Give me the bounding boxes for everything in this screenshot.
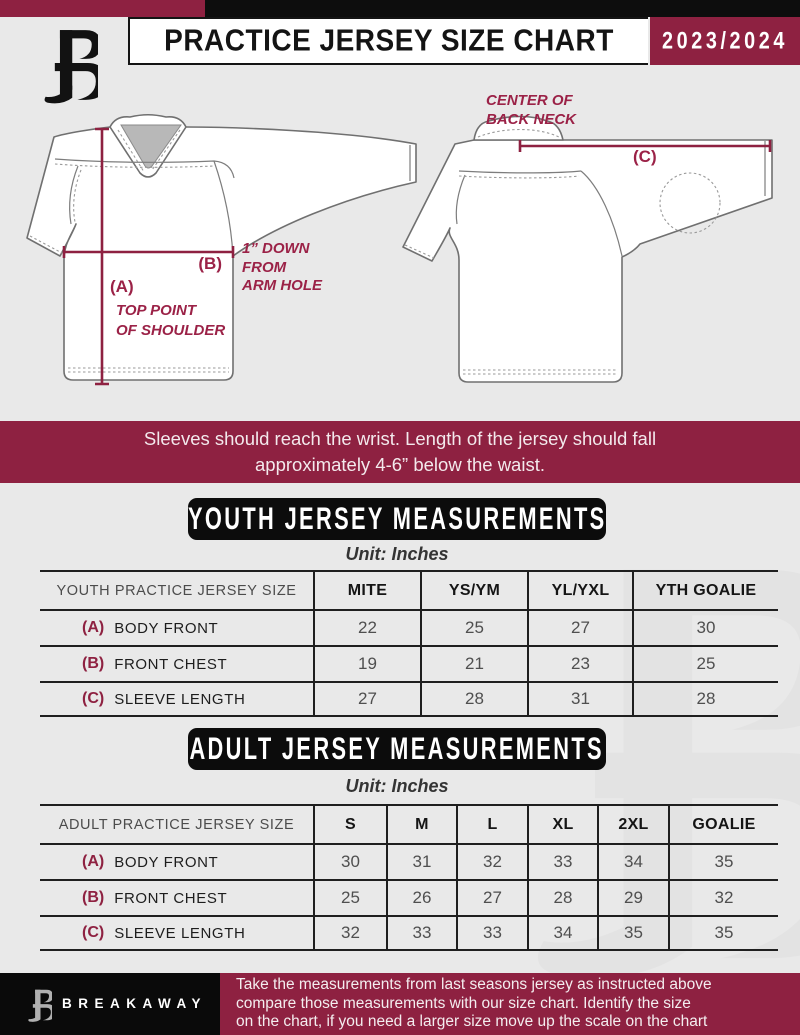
youth-section-banner	[188, 498, 606, 540]
cell-value: 25	[632, 645, 778, 681]
cell-value: 26	[386, 879, 456, 915]
col-header: YTH GOALIE	[632, 570, 778, 609]
fit-note-line1: Sleeves should reach the wrist. Length of the jersey should fall	[143, 428, 657, 449]
cell-value: 28	[420, 681, 527, 717]
adult-section-title: ADULT JERSEY MEASUREMENTS	[189, 731, 605, 766]
cell-value: 31	[527, 681, 632, 717]
breakaway-footer-logo-icon	[20, 987, 52, 1023]
row-label: (C) SLEEVE LENGTH	[40, 681, 313, 717]
col-header: YS/YM	[420, 570, 527, 609]
cell-value: 34	[597, 843, 668, 879]
col-header: S	[313, 804, 386, 843]
top-strip-black	[205, 0, 800, 17]
youth-unit-label: Unit: Inches	[345, 544, 449, 564]
season-label: 2023/2024	[662, 26, 788, 55]
row-label: (C) SLEEVE LENGTH	[40, 915, 313, 951]
youth-section-title: YOUTH JERSEY MEASUREMENTS	[187, 501, 607, 536]
cell-value: 21	[420, 645, 527, 681]
cell-value: 25	[313, 879, 386, 915]
cell-value: 27	[313, 681, 420, 717]
cell-value: 27	[527, 609, 632, 645]
measure-a-note: TOP POINT OF SHOULDER	[116, 302, 226, 339]
col-header: YL/YXL	[527, 570, 632, 609]
cell-value: 28	[527, 879, 597, 915]
row-label: (B) FRONT CHEST	[40, 645, 313, 681]
cell-value: 32	[313, 915, 386, 951]
cell-value: 33	[386, 915, 456, 951]
footer-instructions	[220, 973, 800, 1035]
cell-value: 32	[668, 879, 778, 915]
page-title: PRACTICE JERSEY SIZE CHART	[164, 23, 614, 58]
cell-value: 35	[668, 843, 778, 879]
row-label: (A) BODY FRONT	[40, 609, 313, 645]
cell-value: 27	[456, 879, 527, 915]
adult-unit-label: Unit: Inches	[345, 776, 449, 796]
measure-b-note: 1” DOWN FROM ARM HOLE	[242, 240, 322, 294]
cell-value: 29	[597, 879, 668, 915]
breakaway-logo-icon	[26, 24, 98, 106]
measure-c-key: (C)	[633, 147, 657, 166]
season-box	[650, 17, 800, 65]
measure-b-key: (B)	[198, 254, 222, 273]
cell-value: 30	[632, 609, 778, 645]
fit-note-banner	[0, 421, 800, 483]
cell-value: 19	[313, 645, 420, 681]
col-header: XL	[527, 804, 597, 843]
col-header: L	[456, 804, 527, 843]
cell-value: 28	[632, 681, 778, 717]
measure-a-key: (A)	[110, 277, 134, 296]
cell-value: 35	[597, 915, 668, 951]
youth-size-table	[40, 570, 778, 717]
fit-note-line2: approximately 4-6” below the waist.	[255, 454, 545, 475]
cell-value: 31	[386, 843, 456, 879]
cell-value: 25	[420, 609, 527, 645]
cell-value: 23	[527, 645, 632, 681]
cell-value: 35	[668, 915, 778, 951]
cell-value: 33	[456, 915, 527, 951]
row-label: (B) FRONT CHEST	[40, 879, 313, 915]
col-header: GOALIE	[668, 804, 778, 843]
footer-line1: Take the measurements from last seasons jersey as instructed above	[236, 976, 712, 994]
adult-section-banner	[188, 728, 606, 770]
top-strip-maroon	[0, 0, 205, 17]
col-header: M	[386, 804, 456, 843]
brand-name: BREAKAWAY	[62, 996, 208, 1011]
cell-value: 34	[527, 915, 597, 951]
adult-size-table	[40, 804, 778, 951]
col-header: MITE	[313, 570, 420, 609]
title-band	[128, 17, 648, 65]
col-header: 2XL	[597, 804, 668, 843]
row-label: (A) BODY FRONT	[40, 843, 313, 879]
footer-line2: compare those measurements with our size chart. Identify the size	[236, 994, 691, 1012]
cell-value: 30	[313, 843, 386, 879]
cell-value: 22	[313, 609, 420, 645]
footer-line3: on the chart, if you need a larger size move up the scale on the chart	[236, 1013, 708, 1031]
back-jersey-diagram	[393, 110, 800, 402]
table-size-header: ADULT PRACTICE JERSEY SIZE	[40, 804, 313, 843]
measure-c-note: CENTER OF BACK NECK	[486, 92, 576, 128]
cell-value: 33	[527, 843, 597, 879]
cell-value: 32	[456, 843, 527, 879]
table-size-header: YOUTH PRACTICE JERSEY SIZE	[40, 570, 313, 609]
front-jersey-diagram	[18, 110, 428, 402]
